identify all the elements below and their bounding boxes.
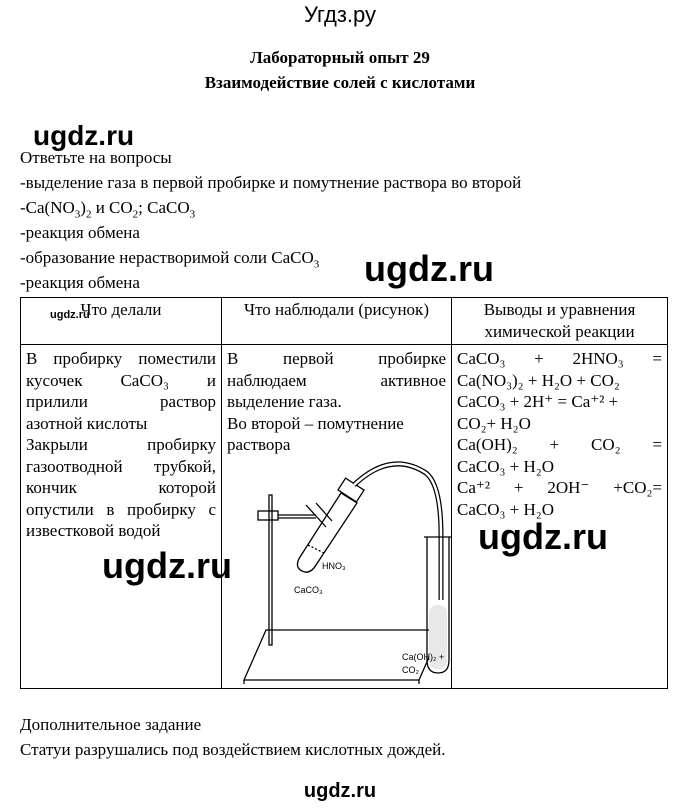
obs-line: выделение газа. xyxy=(227,392,342,411)
eq-term: + xyxy=(534,349,544,368)
page-subtitle: Взаимодействие солей с кислотами xyxy=(204,73,476,92)
obs-line: В первой пробирке xyxy=(227,349,446,368)
stand-rod xyxy=(269,495,272,645)
sub: 2 xyxy=(132,208,139,221)
answer-line-2-a: -Ca(NO xyxy=(20,198,75,217)
sub: 2 xyxy=(85,208,92,221)
watermark: ugdz.ru xyxy=(33,120,135,151)
did-line: газоотводной трубкой, xyxy=(26,456,216,476)
answer-line-2-d: ; CaCO xyxy=(138,198,190,217)
obs-line: Во второй – помутнение xyxy=(227,413,404,433)
did-line: азотной кислоты xyxy=(26,413,148,433)
site-brand-top: Угдз.ру xyxy=(303,2,377,27)
eq-term: 2OH⁻ xyxy=(547,478,590,497)
did-line: известковой водой xyxy=(26,521,161,540)
header-conclusions: Выводы и уравнения химической реакции xyxy=(452,298,668,345)
eq1-line2: Ca(NO₃)₂ + H₂O + CO₂ xyxy=(457,370,620,390)
obs-line: раствора xyxy=(227,435,291,454)
eq-term: = xyxy=(652,435,662,454)
label-lime: Ca(OH)₂ + xyxy=(402,652,445,662)
cell-did xyxy=(21,345,222,689)
header-did: Что делали xyxy=(21,298,222,345)
eq-term: CO₂ xyxy=(591,435,621,454)
eq-term: + xyxy=(513,478,524,497)
eq-term: +CO₂= xyxy=(613,478,662,497)
lab-apparatus-figure xyxy=(236,455,458,687)
watermark: ugdz.ru xyxy=(50,309,90,321)
header-observed: Что наблюдали (рисунок) xyxy=(222,298,452,345)
eq1-line1 xyxy=(457,348,662,370)
eq-term: CaCO₃ xyxy=(457,349,506,368)
answer-line-4 xyxy=(20,248,319,270)
obs-line: наблюдаем активное xyxy=(227,370,446,390)
did-line: кончик которой xyxy=(26,478,216,497)
label-acid: HNO₃ xyxy=(322,561,346,571)
label-solid: CaCO₃ xyxy=(294,585,323,595)
did-line: прилили раствор xyxy=(26,392,216,411)
eq4-line2: CaCO₃ + H₂O xyxy=(457,499,554,519)
test-tube-1 xyxy=(297,478,364,572)
sub: 3 xyxy=(313,258,320,271)
sub: 3 xyxy=(189,208,196,221)
eq4-line1 xyxy=(457,477,662,499)
answer-line-2-c: и CO xyxy=(91,198,133,217)
did-line: В пробирку поместили xyxy=(26,349,216,368)
answer-line-5: -реакция обмена xyxy=(20,273,140,292)
eq-term: Ca(OH)₂ xyxy=(457,435,518,454)
answer-line-3: -реакция обмена xyxy=(20,223,140,242)
eq2-line2: CO₂+ H₂O xyxy=(457,413,531,433)
extra-heading: Дополнительное задание xyxy=(20,715,202,734)
label-gas: CO₂ xyxy=(402,665,419,675)
eq2-line1: CaCO₃ + 2H⁺ = Ca⁺² + xyxy=(457,392,619,411)
sub: 3 xyxy=(74,208,81,221)
watermark: ugdz.ru xyxy=(364,248,494,289)
eq-term: 2HNO₃ xyxy=(572,349,624,368)
did-line: опустили в пробирку с xyxy=(26,499,216,519)
extra-text: Статуи разрушались под воздействием кислотных дождей. xyxy=(20,740,446,759)
eq-term: Ca⁺² xyxy=(457,478,490,497)
did-line: кусочек CaCO₃ и xyxy=(26,370,216,390)
answer-line-2-b: ) xyxy=(80,198,86,217)
answer-line-4-a: -образование нерастворимой соли CaCO xyxy=(20,248,314,267)
answer-line-2 xyxy=(20,198,195,220)
site-brand-bottom: ugdz.ru xyxy=(303,780,377,802)
clamp-holder xyxy=(258,511,278,520)
gas-tube xyxy=(354,464,441,600)
did-line: Закрыли пробирку xyxy=(26,435,216,454)
eq-term: = xyxy=(652,349,662,368)
answer-line-1: -выделение газа в первой пробирке и помутнение раствора во второй xyxy=(20,173,522,192)
answers-heading: Ответьте на вопросы xyxy=(20,148,172,167)
eq3-line2: CaCO₃ + H₂O xyxy=(457,456,554,476)
page-title: Лабораторный опыт 29 xyxy=(250,48,430,67)
table-header-row xyxy=(21,298,668,345)
eq-term: + xyxy=(549,435,560,454)
eq3-line1 xyxy=(457,434,662,456)
watermark: ugdz.ru xyxy=(102,545,232,586)
watermark: ugdz.ru xyxy=(478,516,608,557)
